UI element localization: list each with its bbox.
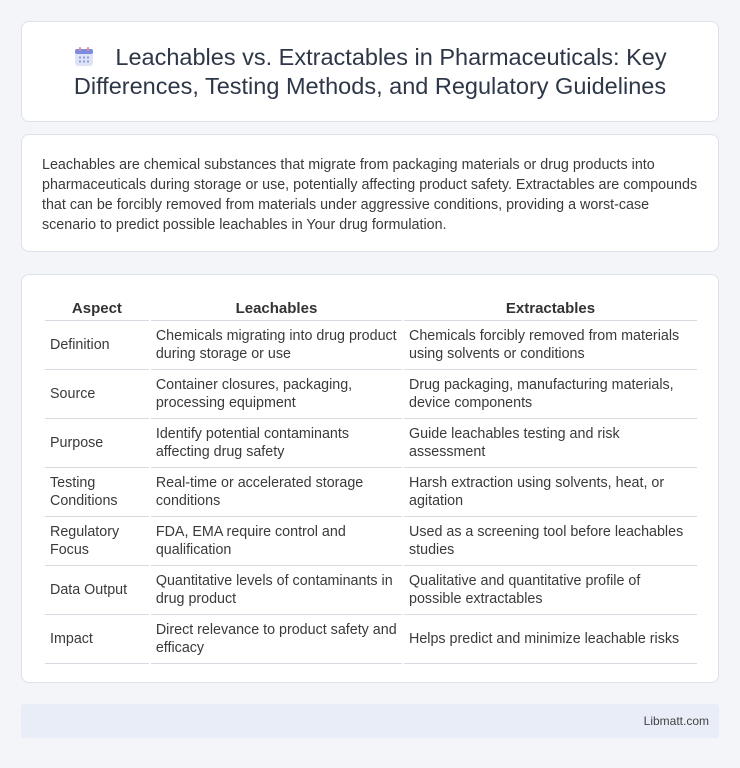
comparison-card [21, 274, 719, 683]
row-extractables: Chemicals forcibly removed from materials using solvents or conditions [404, 321, 697, 370]
table-header-row [45, 293, 697, 321]
row-leachables: FDA, EMA require control and qualification [151, 517, 402, 566]
row-aspect: Source [45, 370, 149, 419]
calendar-icon [73, 46, 95, 68]
table-row [45, 468, 697, 517]
table-row [45, 566, 697, 615]
header-leachables: Leachables [151, 293, 402, 321]
intro-card [21, 134, 719, 252]
row-leachables: Identify potential contaminants affecting drug safety [151, 419, 402, 468]
row-aspect: Impact [45, 615, 149, 664]
row-aspect: Purpose [45, 419, 149, 468]
row-aspect: Data Output [45, 566, 149, 615]
row-extractables: Guide leachables testing and risk assessment [404, 419, 697, 468]
row-extractables: Harsh extraction using solvents, heat, or agitation [404, 468, 697, 517]
row-leachables: Direct relevance to product safety and efficacy [151, 615, 402, 664]
row-extractables: Qualitative and quantitative profile of possible extractables [404, 566, 697, 615]
header-aspect: Aspect [45, 293, 149, 321]
table-row [45, 419, 697, 468]
row-aspect: Definition [45, 321, 149, 370]
footer [21, 704, 719, 738]
row-leachables: Quantitative levels of contaminants in drug product [151, 566, 402, 615]
row-aspect: Regulatory Focus [45, 517, 149, 566]
row-leachables: Container closures, packaging, processing equipment [151, 370, 402, 419]
row-leachables: Chemicals migrating into drug product during storage or use [151, 321, 402, 370]
page-title [50, 43, 690, 101]
table-row [45, 370, 697, 419]
page-title-text: Leachables vs. Extractables in Pharmaceuticals: Key Differences, Testing Methods, and Regulatory Guidelines [73, 43, 667, 99]
comparison-table [43, 293, 699, 664]
footer-brand-link[interactable]: Libmatt.com [643, 714, 709, 728]
header-extractables: Extractables [404, 293, 697, 321]
title-card [21, 21, 719, 122]
table-row [45, 615, 697, 664]
row-extractables: Used as a screening tool before leachables studies [404, 517, 697, 566]
table-row [45, 321, 697, 370]
row-aspect: Testing Conditions [45, 468, 149, 517]
row-extractables: Drug packaging, manufacturing materials, device components [404, 370, 697, 419]
row-extractables: Helps predict and minimize leachable risks [404, 615, 697, 664]
table-row [45, 517, 697, 566]
row-leachables: Real-time or accelerated storage conditions [151, 468, 402, 517]
intro-text: Leachables are chemical substances that migrate from packaging materials or drug products into pharmaceuticals during storage or use, potentially affecting product safety. Extractables are compounds that can be forcibly removed from materials under aggressive conditions, providing a worst-case scenario to predict possible leachables in Your drug formulation. [42, 157, 698, 233]
